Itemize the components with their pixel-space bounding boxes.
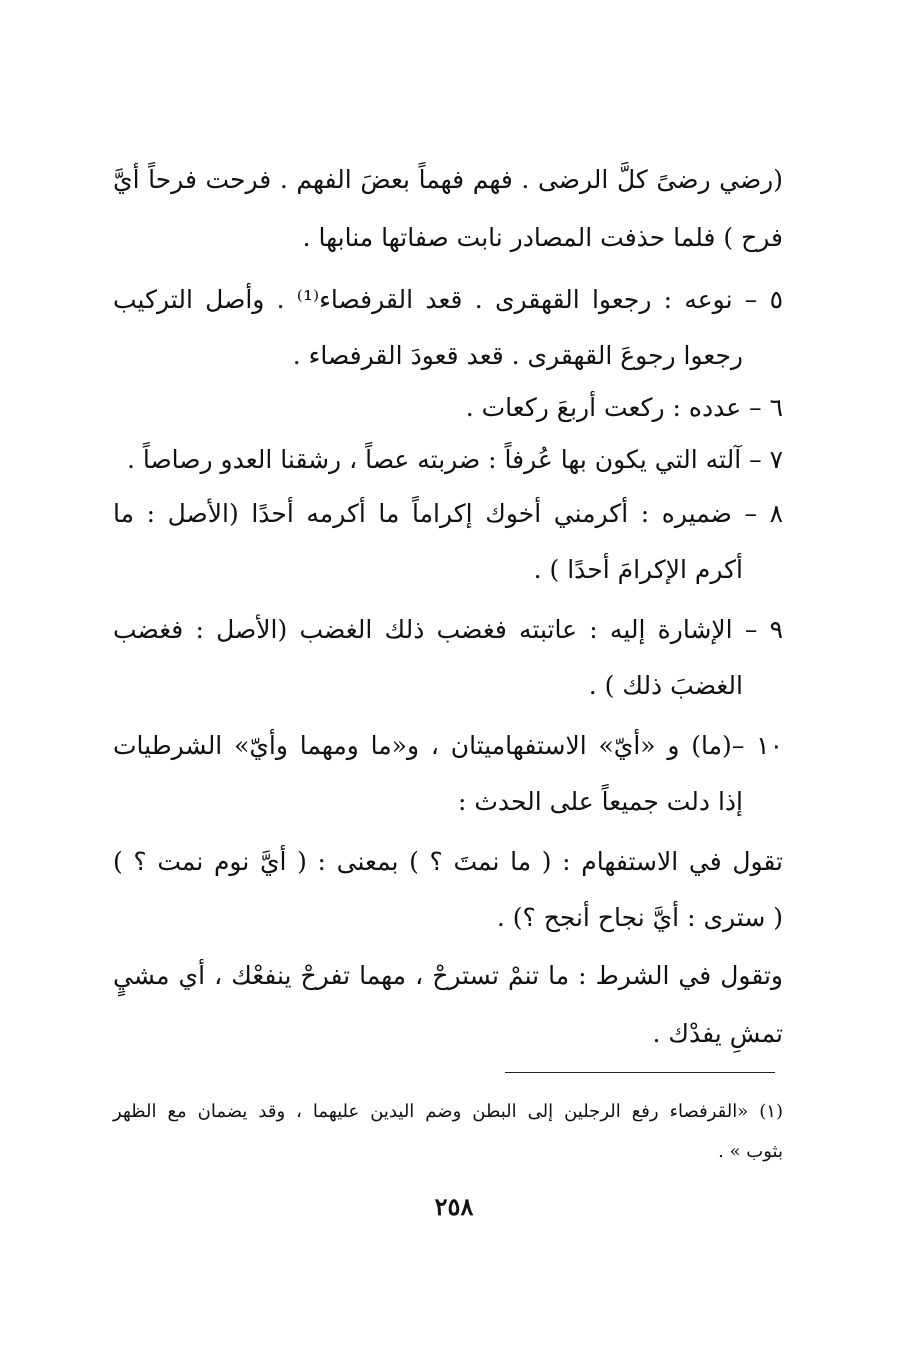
item-10-line-2: إذا دلت جميعاً على الحدث : bbox=[458, 787, 743, 816]
interrogative-line-1: تقول في الاستفهام : ( ما نمتَ ؟ ) بمعنى : ( أيَّ نوم نمت ؟ ) bbox=[113, 847, 783, 876]
item-8-line-2: أكرم الإكرامَ أحدًا ) . bbox=[533, 555, 743, 584]
item-5-line-1: ٥ – نوعه : رجعوا القهقرى . قعد القرفصاء⁽¹⁾ . وأصل التركيب bbox=[113, 285, 783, 314]
item-8-line-1: ٨ – ضميره : أكرمني أخوك إكراماً ما أكرمه أحدًا (الأصل : ما bbox=[113, 499, 783, 528]
footnote-separator bbox=[505, 1072, 775, 1073]
text-line-2: فرح ) فلما حذفت المصادر نابت صفاتها منابها . bbox=[302, 223, 783, 252]
footnote-line-2: بثوب » . bbox=[718, 1141, 783, 1162]
item-9-line-1: ٩ – الإشارة إليه : عاتبته فغضب ذلك الغضب (الأصل : فغضب bbox=[113, 615, 783, 644]
item-6-line: ٦ – عدده : ركعت أربعَ ركعات . bbox=[465, 393, 783, 422]
item-10-line-1: ١٠ –(ما) و «أيّ» الاستفهاميتان ، و«ما ومهما وأيّ» الشرطيات bbox=[113, 731, 783, 760]
conditional-line-2: تمشِ يفدْك . bbox=[652, 1019, 783, 1048]
item-5-line-2: رجعوا رجوعَ القهقرى . قعد قعودَ القرفصاء . bbox=[292, 341, 743, 370]
item-9-line-2: الغضبَ ذلك ) . bbox=[588, 671, 743, 700]
page-number: ٢٥٨ bbox=[434, 1192, 474, 1221]
conditional-line-1: وتقول في الشرط : ما تنمْ تسترحْ ، مهما تفرحْ ينفعْك ، أي مشيٍ bbox=[113, 961, 783, 990]
text-line-1: (رضي رضىً كلَّ الرضى . فهم فهماً بعضَ الفهم . فرحت فرحاً أيَّ bbox=[113, 165, 783, 194]
footnote-line-1: (١) «القرفصاء رفع الرجلين إلى البطن وضم اليدين عليهما ، وقد يضمان مع الظهر bbox=[113, 1101, 783, 1122]
interrogative-line-2: ( سترى : أيَّ نجاح أنجح ؟) . bbox=[496, 903, 783, 932]
item-7-line: ٧ – آلته التي يكون بها عُرفاً : ضربته عصاً ، رشقنا العدو رصاصاً . bbox=[126, 445, 783, 474]
